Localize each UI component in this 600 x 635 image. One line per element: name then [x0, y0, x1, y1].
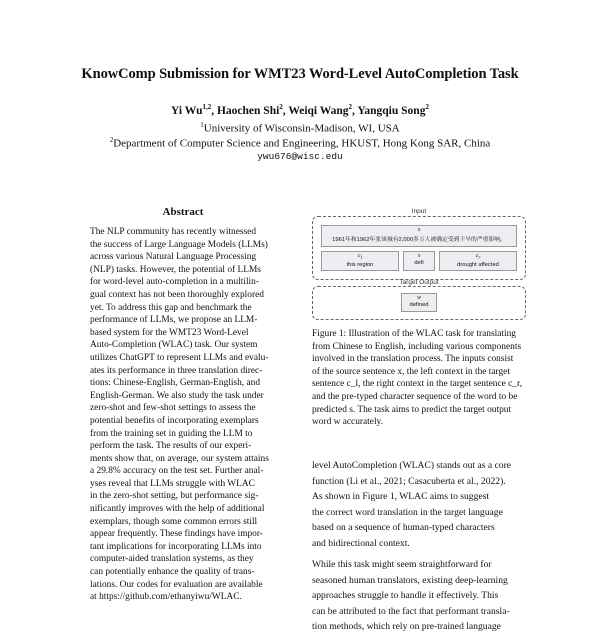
- text-line: Figure 1: Illustration of the WLAC task for translating: [312, 329, 516, 339]
- text-line: function (Li et al., 2021; Casacuberta et al., 2022).: [312, 475, 506, 487]
- typed-sequence-cell: [403, 251, 435, 271]
- right-context-symbol: [440, 253, 516, 262]
- text-line: can be attributed to the fact that performant transla-: [312, 605, 510, 617]
- right-context-cell: [439, 251, 517, 271]
- text-line: English-German. We also study the task under: [90, 390, 264, 401]
- author-name: Yi Wu: [171, 104, 203, 117]
- text-line: the success of Large Language Models (LLMs): [90, 239, 268, 250]
- text-line: at https://github.com/ethanyiwu/WLAC.: [90, 592, 242, 603]
- text-line: As shown in Figure 1, WLAC aims to suggest: [312, 491, 490, 502]
- text-line: lations. Our codes for evaluation are available: [90, 579, 263, 590]
- author-name: Yangqiu Song: [357, 104, 426, 117]
- affil-mark: 2: [109, 136, 114, 144]
- output-symbol: w: [417, 295, 421, 301]
- typed-text: defi: [414, 260, 424, 266]
- input-label: Input: [411, 208, 427, 215]
- text-line: exemplars, though some common errors still: [90, 516, 258, 527]
- text-line: seasoned human translators, existing deep-learning: [312, 574, 508, 586]
- text-line: and bidirectional context.: [312, 537, 410, 549]
- source-sentence-cell: [321, 225, 517, 247]
- text-line: tions: Chinese-English, German-English, and: [90, 378, 261, 389]
- author-email: ywu676@wisc.edu: [257, 151, 343, 162]
- text-line: of the source sentence x, the left context in the target: [312, 366, 510, 377]
- body-text: [312, 458, 532, 635]
- author-name: Weiqi Wang: [288, 104, 349, 117]
- text-line: and the pre-typed character sequence of the word to be: [312, 391, 518, 402]
- text-line: ments show that, on average, our system attains: [90, 453, 269, 464]
- text-line: computer-aided translation systems, as they: [90, 554, 254, 565]
- text-line: gual context has not been thoroughly explored: [90, 289, 264, 300]
- text-line: sentence c_l, the right context in the target sentence c_r,: [312, 379, 523, 390]
- affil-text: Department of Computer Science and Engineering, HKUST, Hong Kong SAR, China: [113, 137, 491, 150]
- right-symbol: c: [475, 253, 479, 259]
- affil-mark: 1: [200, 121, 204, 129]
- source-symbol: x: [417, 227, 421, 233]
- affiliation-2: [0, 136, 600, 150]
- text-line: (NLP) tasks. However, the potential of LLMs: [90, 264, 261, 275]
- figure-caption: [312, 328, 532, 429]
- text-line: yet. To address this gap and benchmark the: [90, 302, 252, 313]
- affil-text: University of Wisconsin-Madison, WI, USA: [203, 122, 400, 135]
- author-affil-mark: 2: [279, 103, 283, 111]
- right-context-text: drought affected: [457, 262, 499, 269]
- author-affil-mark: 2: [425, 103, 429, 111]
- text-line: ates its performance in three translation direc-: [90, 365, 263, 376]
- text-line: utilizes ChatGPT to represent LLMs and evalu-: [90, 352, 269, 363]
- text-line: in the zero-shot setting, but performance sig-: [90, 491, 259, 502]
- text-line: yses reveal that LLMs struggle with WLAC: [90, 478, 255, 489]
- text-line: word w accurately.: [312, 417, 383, 428]
- input-box: [312, 216, 526, 280]
- text-line: performance of LLMs, we propose an LLM-: [90, 315, 258, 326]
- output-word-cell: [401, 293, 437, 312]
- text-line: involved in the translation process. The inputs consist: [312, 354, 514, 365]
- author-list: Yi Wu$^{1,2}$, Haochen Shi$^2$, Weiqi Wang$^2$, Yangqiu Song$^2$: [171, 103, 429, 117]
- author-name: Haochen Shi: [216, 104, 280, 117]
- left-sub: l: [360, 256, 362, 262]
- text-line: tant implications for incorporating LLMs into: [90, 541, 262, 552]
- text-line: can potentially enhance the quality of trans-: [90, 567, 255, 578]
- paper-title: KnowComp Submission for WMT23 Word-Level AutoCompletion Task: [81, 66, 519, 82]
- text-line: zero-shot and few-shot settings to assess the: [90, 403, 256, 414]
- left-context-text: this region: [346, 262, 374, 269]
- author-affil-mark: 2: [348, 103, 353, 111]
- text-line: the correct word translation in the target language: [312, 506, 503, 518]
- right-sub: r: [478, 256, 481, 262]
- text-line: for word-level auto-completion in a multilin-: [90, 277, 259, 288]
- text-line: tion methods, which rely on pre-trained language: [312, 621, 501, 632]
- text-line: approaches struggle to handle it effectively. This: [312, 590, 499, 601]
- left-context-symbol: [322, 253, 398, 262]
- text-line: from Chinese to English, including various components: [312, 341, 522, 352]
- text-line: based system for the WMT23 Word-Level: [90, 327, 249, 338]
- text-line: a 29.8% accuracy on the test set. Further anal-: [90, 466, 264, 477]
- abstract-heading: Abstract: [162, 206, 204, 218]
- output-text: defined: [409, 302, 429, 308]
- text-line: level AutoCompletion (WLAC) stands out as a core: [312, 460, 512, 471]
- abstract-body: [90, 226, 276, 604]
- text-line: Auto-Completion (WLAC) task. Our system: [90, 340, 258, 351]
- output-label: Target Output: [399, 279, 439, 286]
- left-context-cell: [321, 251, 399, 271]
- figure-1: [312, 210, 526, 320]
- output-box: [312, 286, 526, 320]
- left-symbol: c: [358, 253, 361, 259]
- text-line: appear frequently. These findings have impor-: [90, 529, 263, 540]
- text-line: potential benefits of incorporating exemplars: [90, 415, 259, 426]
- text-line: The NLP community has recently witnessed: [90, 227, 257, 237]
- source-text: 1961年和1962年张该城有2,000多万人被确定受到干旱的严重影响。: [332, 237, 506, 243]
- text-line: from the training set in guiding the LLM to: [90, 428, 253, 439]
- text-line: across various Natural Language Processing: [90, 252, 257, 263]
- affiliation-1: [0, 121, 600, 135]
- text-line: nificantly improves with the help of additional: [90, 504, 265, 515]
- author-affil-mark: 1,2: [202, 103, 212, 111]
- text-line: predicted s. The task aims to predict the target output: [312, 404, 512, 415]
- text-line: perform the task. The results of our experi-: [90, 441, 252, 452]
- typed-symbol: s: [417, 253, 421, 259]
- text-line: based on a sequence of human-typed characters: [312, 522, 495, 533]
- text-line: While this task might seem straightforward for: [312, 559, 492, 570]
